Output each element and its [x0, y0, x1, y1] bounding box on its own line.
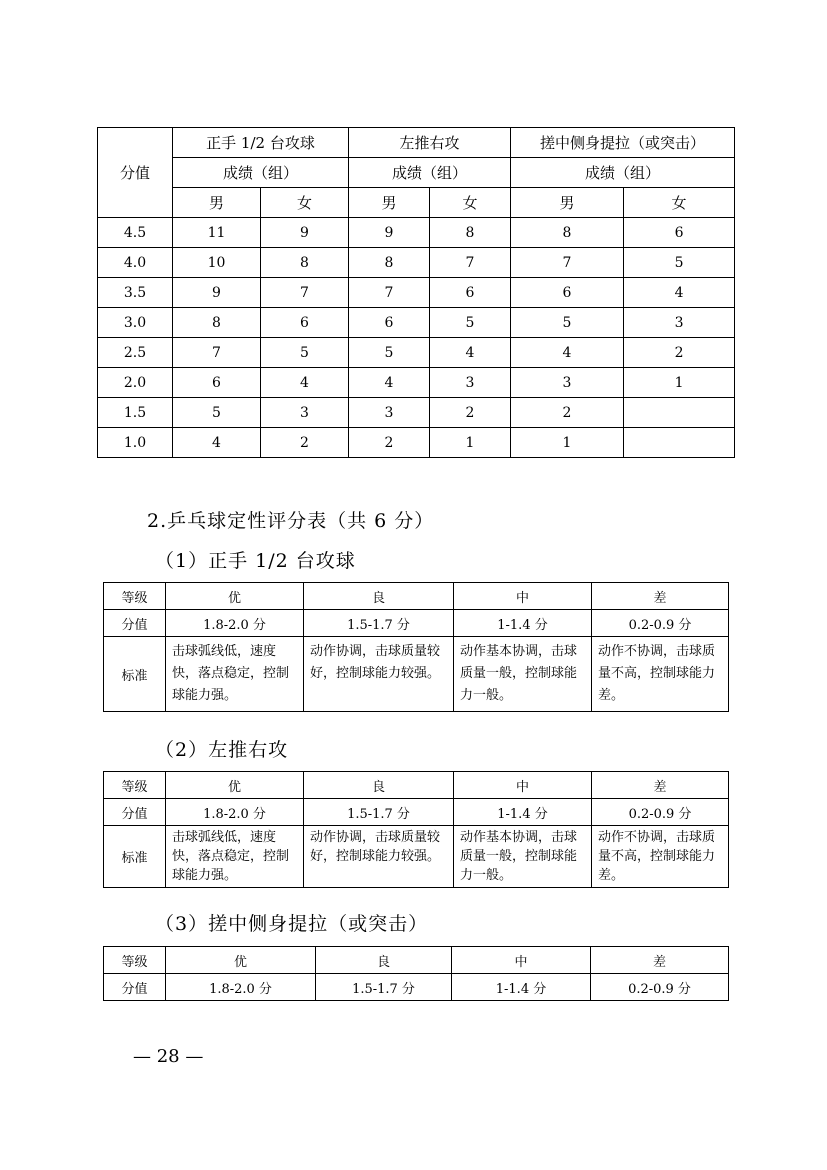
score-medium: 1-1.4 分 — [452, 974, 591, 1001]
page-number: — 28 — — [133, 1046, 204, 1067]
result-header: 成绩（组） — [511, 158, 735, 188]
result-cell: 8 — [511, 218, 624, 248]
level-excellent: 优 — [166, 772, 304, 799]
standard-excellent: 击球弧线低，速度快，落点稳定，控制球能力强。 — [166, 637, 304, 712]
qualitative-table-chop-lift — [103, 946, 729, 1001]
level-label: 等级 — [104, 772, 166, 799]
level-label: 等级 — [104, 947, 166, 974]
quantitative-table-body — [98, 218, 735, 458]
result-cell: 5 — [511, 308, 624, 338]
result-header: 成绩（组） — [349, 158, 511, 188]
table-row — [98, 218, 735, 248]
result-cell: 2 — [349, 428, 430, 458]
result-cell — [624, 428, 735, 458]
result-cell: 8 — [430, 218, 511, 248]
score-good: 1.5-1.7 分 — [304, 799, 454, 826]
standard-medium: 动作基本协调，击球质量一般，控制球能力一般。 — [454, 637, 592, 712]
section-title: 2.乒乓球定性评分表（共 6 分） — [147, 510, 435, 532]
table-row — [98, 428, 735, 458]
score-poor: 0.2-0.9 分 — [592, 799, 729, 826]
result-cell: 5 — [173, 398, 261, 428]
result-cell: 4 — [349, 368, 430, 398]
standard-poor: 动作不协调，击球质量不高，控制球能力差。 — [592, 826, 729, 888]
result-cell: 7 — [349, 278, 430, 308]
standard-medium: 动作基本协调，击球质量一般，控制球能力一般。 — [454, 826, 592, 888]
result-cell: 4 — [624, 278, 735, 308]
level-excellent: 优 — [166, 947, 316, 974]
table-row — [98, 338, 735, 368]
result-cell: 2 — [261, 428, 349, 458]
table-row — [98, 308, 735, 338]
result-cell: 5 — [349, 338, 430, 368]
result-cell — [624, 398, 735, 428]
result-cell: 2 — [624, 338, 735, 368]
result-cell: 3 — [511, 368, 624, 398]
result-cell: 8 — [261, 248, 349, 278]
score-value-cell: 4.5 — [98, 218, 173, 248]
result-cell: 3 — [349, 398, 430, 428]
quantitative-score-table — [97, 127, 735, 458]
result-cell: 9 — [173, 278, 261, 308]
gender-female-header: 女 — [430, 188, 511, 218]
result-cell: 6 — [261, 308, 349, 338]
score-label: 分值 — [104, 610, 166, 637]
score-good: 1.5-1.7 分 — [316, 974, 452, 1001]
subsection-title-push-attack: （2）左推右攻 — [155, 739, 289, 761]
standard-label: 标准 — [104, 826, 166, 888]
result-cell: 3 — [261, 398, 349, 428]
result-cell: 5 — [624, 248, 735, 278]
score-medium: 1-1.4 分 — [454, 799, 592, 826]
standard-good: 动作协调，击球质量较好，控制球能力较强。 — [304, 826, 454, 888]
score-excellent: 1.8-2.0 分 — [166, 610, 304, 637]
score-label: 分值 — [104, 799, 166, 826]
gender-male-header: 男 — [349, 188, 430, 218]
result-cell: 6 — [511, 278, 624, 308]
level-poor: 差 — [592, 772, 729, 799]
standard-poor: 动作不协调，击球质量不高，控制球能力差。 — [592, 637, 729, 712]
result-cell: 4 — [430, 338, 511, 368]
result-cell: 5 — [430, 308, 511, 338]
score-good: 1.5-1.7 分 — [304, 610, 454, 637]
result-cell: 2 — [511, 398, 624, 428]
result-cell: 3 — [624, 308, 735, 338]
qualitative-table-forehand — [103, 582, 729, 712]
result-cell: 1 — [511, 428, 624, 458]
level-good: 良 — [304, 772, 454, 799]
level-label: 等级 — [104, 583, 166, 610]
result-cell: 4 — [511, 338, 624, 368]
result-cell: 4 — [173, 428, 261, 458]
gender-male-header: 男 — [173, 188, 261, 218]
score-excellent: 1.8-2.0 分 — [166, 799, 304, 826]
score-value-cell: 2.5 — [98, 338, 173, 368]
score-poor: 0.2-0.9 分 — [592, 610, 729, 637]
result-cell: 7 — [511, 248, 624, 278]
table-row — [98, 248, 735, 278]
table-row — [98, 398, 735, 428]
gender-female-header: 女 — [624, 188, 735, 218]
level-poor: 差 — [592, 583, 729, 610]
score-medium: 1-1.4 分 — [454, 610, 592, 637]
result-cell: 7 — [173, 338, 261, 368]
event-header-chop-lift: 搓中侧身提拉（或突击） — [511, 128, 735, 158]
score-value-cell: 3.0 — [98, 308, 173, 338]
score-value-cell: 1.5 — [98, 398, 173, 428]
result-cell: 5 — [261, 338, 349, 368]
standard-excellent: 击球弧线低，速度快，落点稳定，控制球能力强。 — [166, 826, 304, 888]
level-excellent: 优 — [166, 583, 304, 610]
result-cell: 8 — [173, 308, 261, 338]
table-row — [98, 368, 735, 398]
result-cell: 7 — [261, 278, 349, 308]
result-cell: 1 — [430, 428, 511, 458]
result-cell: 2 — [430, 398, 511, 428]
result-cell: 7 — [430, 248, 511, 278]
result-cell: 6 — [624, 218, 735, 248]
standard-good: 动作协调，击球质量较好，控制球能力较强。 — [304, 637, 454, 712]
score-value-cell: 4.0 — [98, 248, 173, 278]
score-value-cell: 1.0 — [98, 428, 173, 458]
gender-female-header: 女 — [261, 188, 349, 218]
result-cell: 6 — [430, 278, 511, 308]
result-cell: 10 — [173, 248, 261, 278]
result-header: 成绩（组） — [173, 158, 349, 188]
subsection-title-chop-lift: （3）搓中侧身提拉（或突击） — [155, 913, 429, 935]
level-poor: 差 — [591, 947, 729, 974]
result-cell: 4 — [261, 368, 349, 398]
level-medium: 中 — [452, 947, 591, 974]
level-medium: 中 — [454, 583, 592, 610]
table-row — [98, 278, 735, 308]
score-label: 分值 — [104, 974, 166, 1001]
standard-label: 标准 — [104, 637, 166, 712]
level-good: 良 — [304, 583, 454, 610]
event-header-forehand: 正手 1/2 台攻球 — [173, 128, 349, 158]
score-poor: 0.2-0.9 分 — [591, 974, 729, 1001]
result-cell: 11 — [173, 218, 261, 248]
result-cell: 9 — [349, 218, 430, 248]
event-header-push-attack: 左推右攻 — [349, 128, 511, 158]
result-cell: 6 — [173, 368, 261, 398]
score-excellent: 1.8-2.0 分 — [166, 974, 316, 1001]
result-cell: 1 — [624, 368, 735, 398]
score-value-cell: 3.5 — [98, 278, 173, 308]
score-value-cell: 2.0 — [98, 368, 173, 398]
subsection-title-forehand: （1）正手 1/2 台攻球 — [155, 550, 356, 572]
result-cell: 8 — [349, 248, 430, 278]
level-medium: 中 — [454, 772, 592, 799]
qualitative-table-push-attack — [103, 771, 729, 888]
result-cell: 6 — [349, 308, 430, 338]
result-cell: 9 — [261, 218, 349, 248]
score-column-header: 分值 — [98, 128, 173, 218]
result-cell: 3 — [430, 368, 511, 398]
gender-male-header: 男 — [511, 188, 624, 218]
level-good: 良 — [316, 947, 452, 974]
